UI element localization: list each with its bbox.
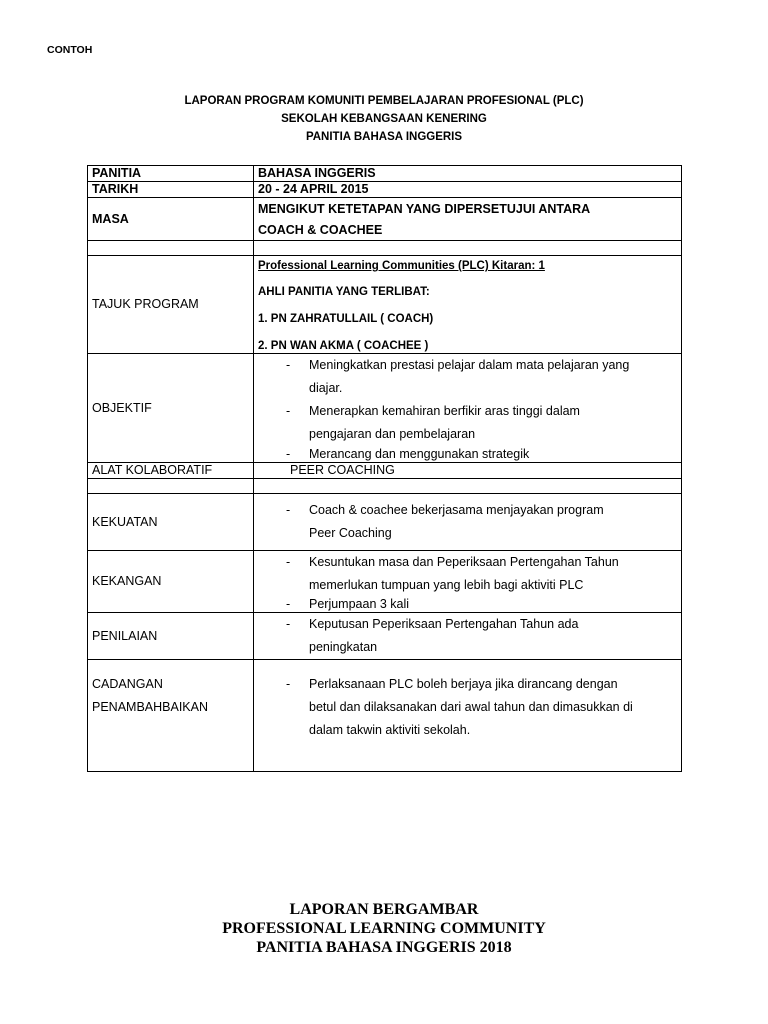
kekangan-item-2: Perjumpaan 3 kali <box>309 597 410 611</box>
objektif-item-2a: Menerapkan kemahiran berfikir aras tinggi dalam <box>309 404 580 418</box>
tajuk-label: TAJUK PROGRAM <box>88 256 254 354</box>
row-penilaian <box>88 613 682 660</box>
report-table <box>87 165 682 772</box>
member-coach: 1. PN ZAHRATULLAIL ( COACH) <box>258 313 434 325</box>
kekuatan-label: KEKUATAN <box>88 494 254 551</box>
member-coachee: 2. PN WAN AKMA ( COACHEE ) <box>258 340 429 352</box>
masa-value-line2: COACH & COACHEE <box>258 223 383 237</box>
tarikh-label: TARIKH <box>88 182 254 198</box>
kekangan-item-1b: memerlukan tumpuan yang lebih bagi aktiviti PLC <box>309 578 584 592</box>
row-panitia <box>88 166 682 182</box>
cadangan-item-1b: betul dan dilaksanakan dari awal tahun dan dimasukkan di <box>309 700 633 714</box>
row-objektif <box>88 354 682 463</box>
row-tajuk <box>88 256 682 354</box>
objektif-item-2b: pengajaran dan pembelajaran <box>309 427 476 441</box>
objektif-item-1a: Meningkatkan prestasi pelajar dalam mata pelajaran yang <box>309 358 630 372</box>
cadangan-value <box>254 660 682 772</box>
masa-value <box>254 198 682 241</box>
cadangan-item-1c: dalam takwin aktiviti sekolah. <box>309 723 471 737</box>
cadangan-label-line2: PENAMBAHBAIKAN <box>92 700 209 714</box>
objektif-item-1b: diajar. <box>309 381 343 395</box>
footer-panel: PANITIA BAHASA INGGERIS 2018 <box>256 939 512 956</box>
panel-name: PANITIA BAHASA INGGERIS <box>305 131 463 143</box>
objektif-value <box>254 354 682 463</box>
footer-subtitle: PROFESSIONAL LEARNING COMMUNITY <box>222 920 546 937</box>
penilaian-value <box>254 613 682 660</box>
masa-value-line1: MENGIKUT KETETAPAN YANG DIPERSETUJUI ANTARA <box>258 202 591 216</box>
objektif-item-3: Merancang dan menggunakan strategik <box>309 447 530 461</box>
kekangan-item <box>258 551 681 597</box>
sample-label: CONTOH <box>47 44 93 56</box>
penilaian-item-1a: Keputusan Peperiksaan Pertengahan Tahun ada <box>309 617 579 631</box>
objektif-item <box>258 354 681 400</box>
cadangan-item-1a: Perlaksanaan PLC boleh berjaya jika dirancang dengan <box>309 677 618 691</box>
penilaian-label: PENILAIAN <box>88 613 254 660</box>
row-tarikh <box>88 182 682 198</box>
school-name: SEKOLAH KEBANGSAAN KENERING <box>281 113 487 125</box>
cadangan-label-line1: CADANGAN <box>92 677 163 691</box>
cadangan-item <box>258 673 681 742</box>
tajuk-value <box>254 256 682 354</box>
cadangan-label <box>88 660 254 772</box>
kekuatan-item-1a: Coach & coachee bekerjasama menjayakan program <box>309 503 604 517</box>
masa-label: MASA <box>88 198 254 241</box>
alat-label: ALAT KOLABORATIF <box>88 463 254 479</box>
row-spacer <box>88 479 682 494</box>
objektif-label: OBJEKTIF <box>88 354 254 463</box>
objektif-item <box>258 400 681 446</box>
row-kekangan <box>88 551 682 613</box>
penilaian-item <box>258 613 681 659</box>
program-title: Professional Learning Communities (PLC) Kitaran: 1 <box>258 260 545 272</box>
objektif-item <box>258 446 681 462</box>
kekangan-label: KEKANGAN <box>88 551 254 613</box>
panitia-label: PANITIA <box>88 166 254 182</box>
kekuatan-item-1b: Peer Coaching <box>309 526 392 540</box>
kekuatan-item <box>258 499 681 545</box>
tarikh-value: 20 - 24 APRIL 2015 <box>254 182 682 198</box>
report-title: LAPORAN PROGRAM KOMUNITI PEMBELAJARAN PROFESIONAL (PLC) <box>184 95 584 107</box>
kekangan-item-1a: Kesuntukan masa dan Peperiksaan Pertengahan Tahun <box>309 555 619 569</box>
row-masa <box>88 198 682 241</box>
row-spacer <box>88 241 682 256</box>
alat-value: PEER COACHING <box>254 463 682 479</box>
row-cadangan <box>88 660 682 772</box>
footer-title: LAPORAN BERGAMBAR <box>289 901 479 918</box>
penilaian-item-1b: peningkatan <box>309 640 378 654</box>
kekuatan-value <box>254 494 682 551</box>
kekangan-value <box>254 551 682 613</box>
row-alat <box>88 463 682 479</box>
panitia-value: BAHASA INGGERIS <box>254 166 682 182</box>
members-heading: AHLI PANITIA YANG TERLIBAT: <box>258 286 430 298</box>
row-kekuatan <box>88 494 682 551</box>
kekangan-item <box>258 597 681 612</box>
